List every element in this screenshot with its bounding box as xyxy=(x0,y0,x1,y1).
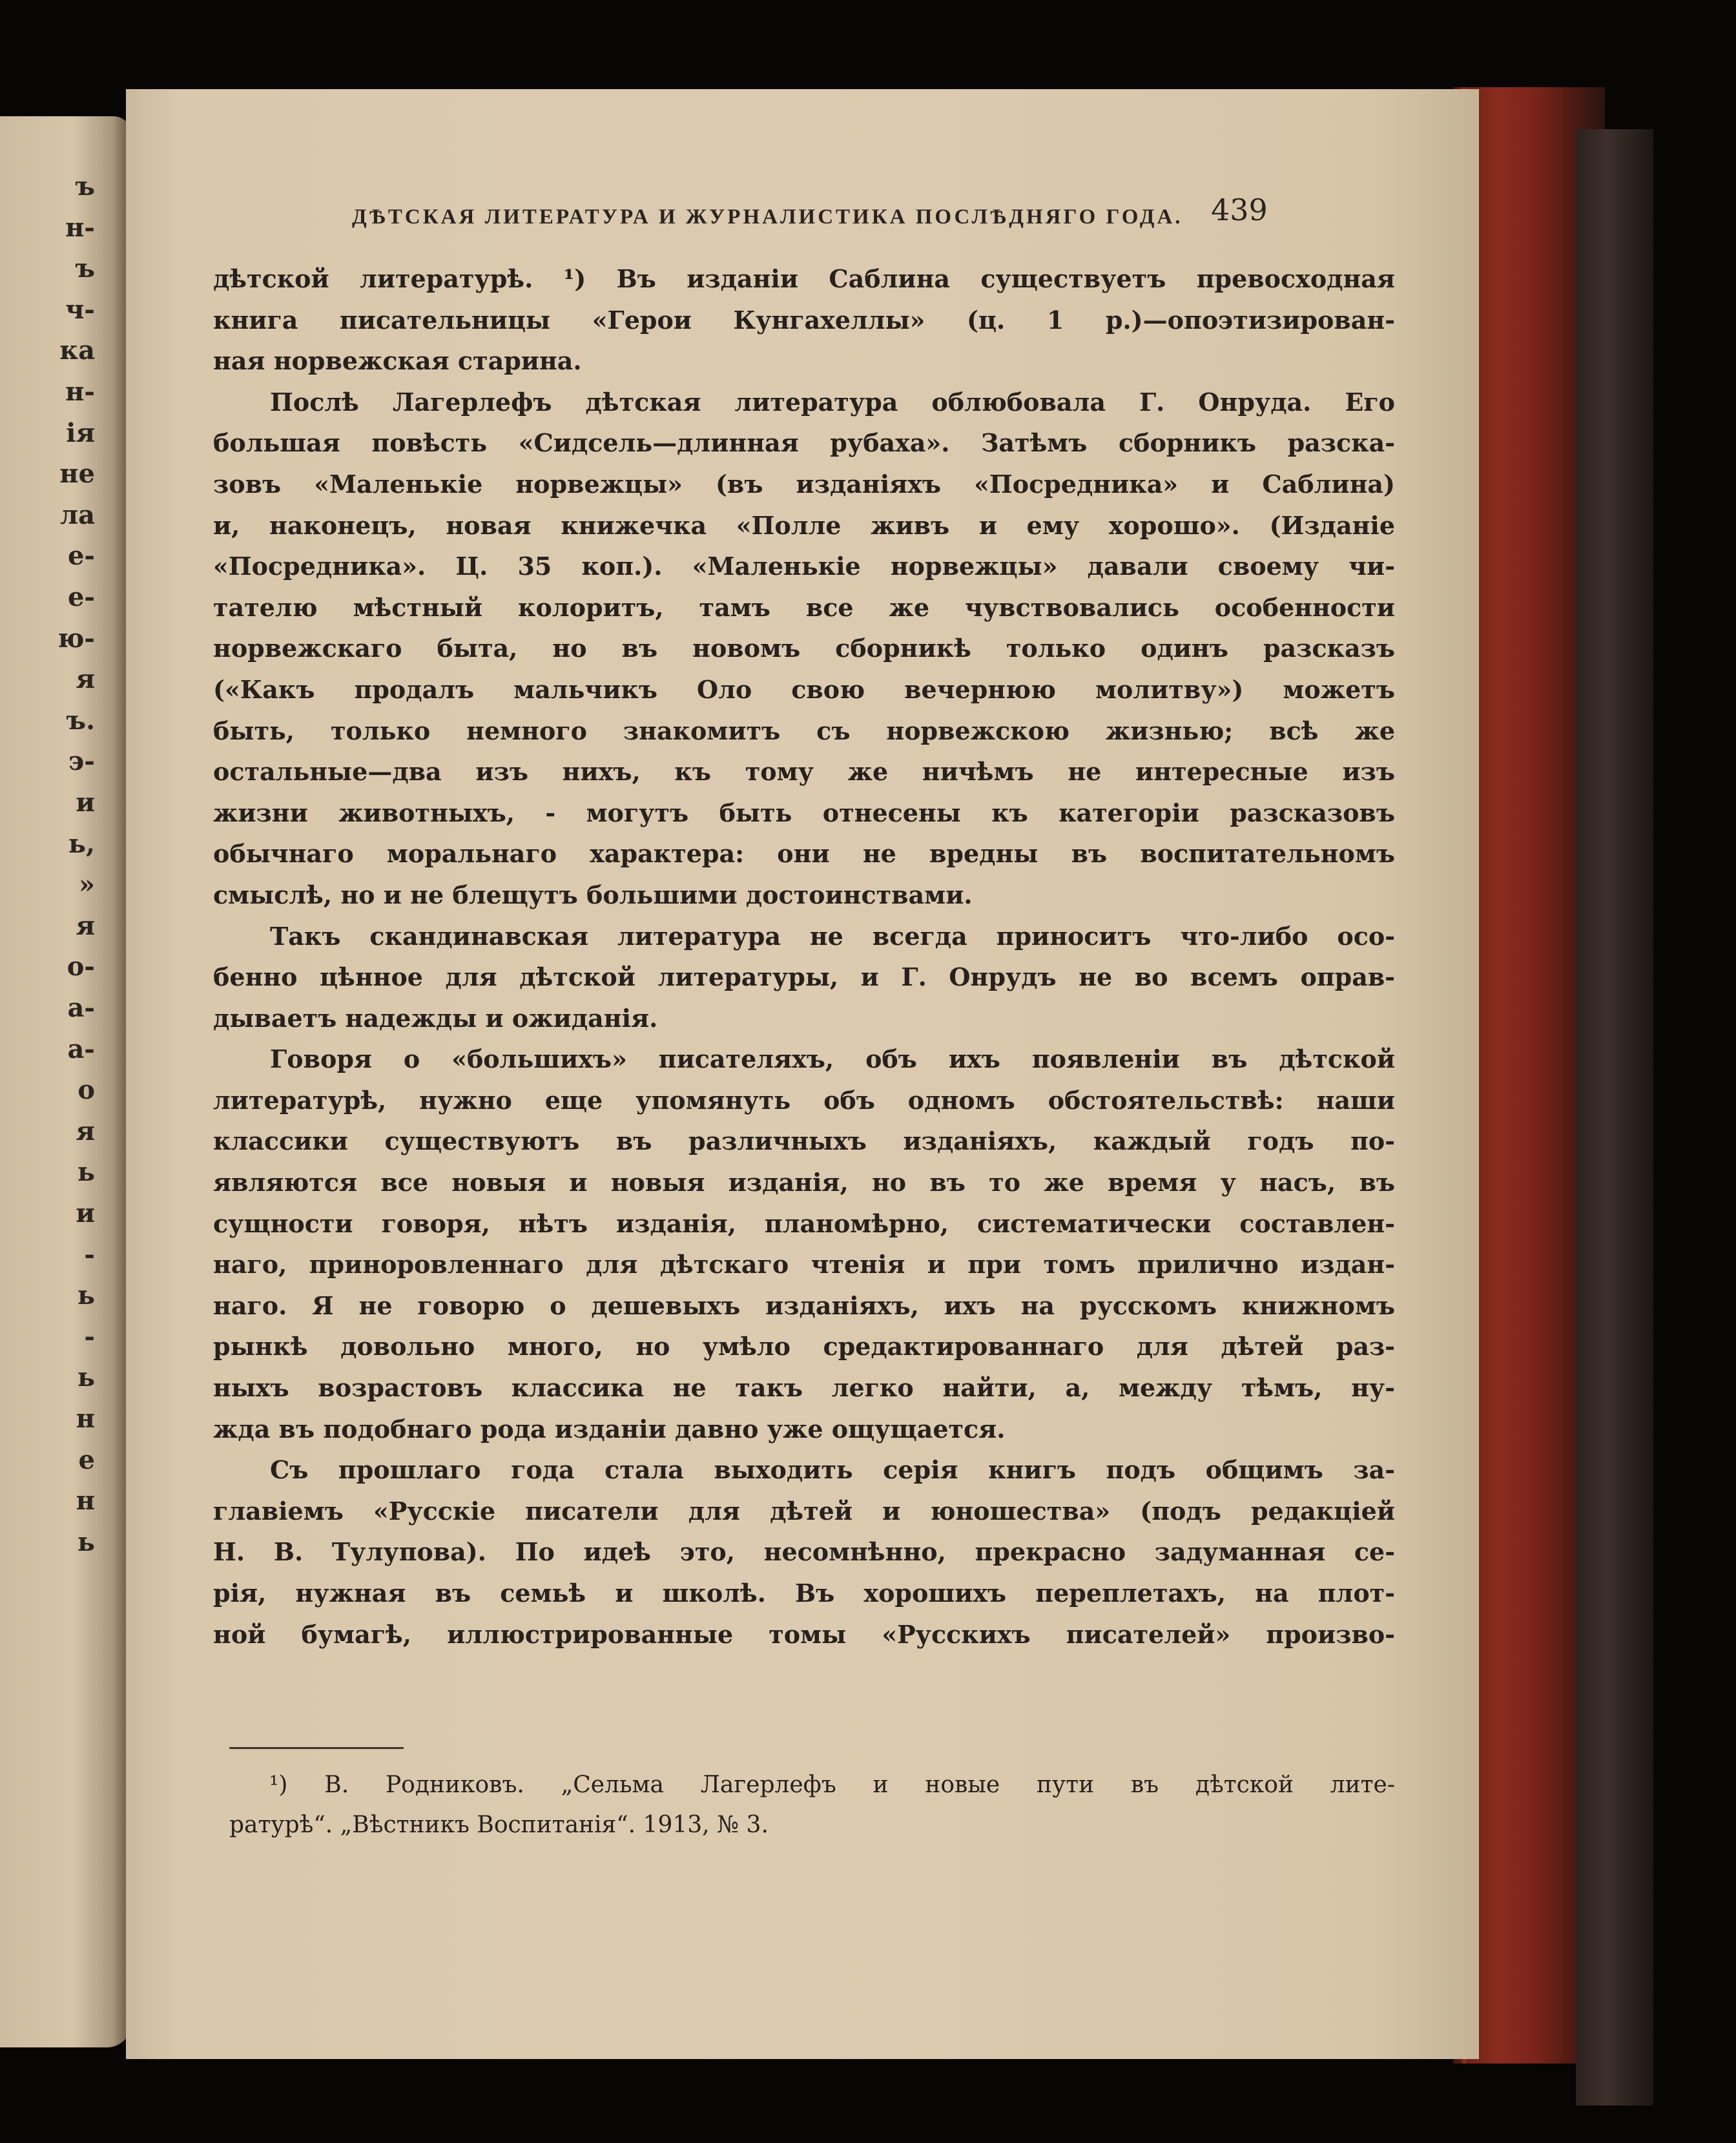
text-line: Послѣ Лагерлефъ дѣтская литература облюбовала Г. Онруда. Его xyxy=(270,387,1395,417)
left-page-line-fragment: о- xyxy=(67,951,95,982)
text-line: наго. Я не говорю о дешевыхъ изданіяхъ, ихъ на русскомъ книжномъ xyxy=(213,1290,1395,1320)
text-line: ная норвежская старина. xyxy=(213,346,582,376)
text-line: сущности говоря, нѣтъ изданія, планомѣрно, систематически составлен- xyxy=(213,1208,1395,1238)
left-page-line-fragment: н xyxy=(76,1486,95,1517)
text-line: ныхъ возрастовъ классика не такъ легко найти, а, между тѣмъ, ну- xyxy=(213,1373,1395,1403)
left-page-line-fragment: ія xyxy=(66,417,95,448)
text-line: норвежскаго быта, но въ новомъ сборникѣ только одинъ разсказъ xyxy=(213,634,1395,663)
footnote-line: ¹) В. Родниковъ. „Сельма Лагерлефъ и новые пути въ дѣтской лите- xyxy=(269,1772,1395,1798)
left-page-line-fragment: ь xyxy=(77,1157,95,1188)
left-page-line-fragment: ь, xyxy=(68,828,95,859)
left-page-line-fragment: е- xyxy=(67,541,95,572)
left-page-line-fragment: - xyxy=(84,1239,95,1270)
left-page-line-fragment: ь xyxy=(77,1280,95,1311)
text-line: классики существуютъ въ различныхъ изданіяхъ, каждый годъ по- xyxy=(213,1126,1395,1156)
left-page-line-fragment: а- xyxy=(67,993,95,1023)
text-line: тателю мѣстный колоритъ, тамъ все же чувствовались особенности xyxy=(213,592,1395,622)
left-page-line-fragment: а- xyxy=(67,1033,95,1064)
text-line: бенно цѣнное для дѣтской литературы, и Г. Онрудъ не во всемъ оправ- xyxy=(213,962,1395,992)
footnote-rule xyxy=(229,1747,404,1749)
text-line: главіемъ «Русскіе писатели для дѣтей и юношества» (подъ редакціей xyxy=(213,1496,1395,1526)
text-line: «Посредника». Ц. 35 коп.). «Маленькіе норвежцы» давали своему чи- xyxy=(213,552,1395,581)
left-page-line-fragment: н xyxy=(76,1403,95,1434)
text-line: и, наконецъ, новая книжечка «Полле живъ и ему хорошо». (Изданіе xyxy=(213,510,1395,540)
text-line: зовъ «Маленькіе норвежцы» (въ изданіяхъ «Посредника» и Саблина) xyxy=(213,469,1395,499)
left-page-line-fragment: не xyxy=(59,459,95,490)
text-line: Говоря о «большихъ» писателяхъ, объ ихъ появленіи въ дѣтской xyxy=(270,1044,1395,1074)
text-line: смыслѣ, но и не блещутъ большими достоинствами. xyxy=(213,880,973,909)
left-page-line-fragment: » xyxy=(79,869,95,900)
text-line: быть, только немного знакомитъ съ норвежскою жизнью; всѣ же xyxy=(213,716,1395,745)
text-line: жда въ подобнаго рода изданіи давно уже ощущается. xyxy=(213,1414,1006,1444)
text-line: книга писательницы «Герои Кунгахеллы» (ц. 1 р.)—опоэтизирован- xyxy=(213,305,1395,335)
left-page-line-fragment: ь xyxy=(77,1362,95,1393)
left-page-line-fragment: ка xyxy=(59,335,95,366)
left-page-line-fragment: ъ xyxy=(75,171,95,202)
left-page-line-fragment: и xyxy=(76,1198,95,1228)
left-page-line-fragment: и xyxy=(76,787,95,818)
text-line: Съ прошлаго года стала выходить серія книгъ подъ общимъ за- xyxy=(270,1455,1395,1485)
left-page-line-fragment: е xyxy=(78,1444,95,1475)
text-line: обычнаго моральнаго характера: они не вредны въ воспитательномъ xyxy=(213,839,1395,869)
left-page-line-fragment: о xyxy=(78,1075,95,1106)
left-page-line-fragment: н- xyxy=(65,377,95,407)
page-header xyxy=(126,192,1479,244)
text-line: наго, приноровленнаго для дѣтскаго чтенія и при томъ прилично издан- xyxy=(213,1250,1395,1279)
text-line: рынкѣ довольно много, но умѣло средактированнаго для дѣтей раз- xyxy=(213,1332,1395,1361)
left-page-line-fragment: ла xyxy=(59,499,95,530)
left-page-line-fragment: ъ xyxy=(75,253,95,284)
text-line: рія, нужная въ семьѣ и школѣ. Въ хорошихъ переплетахъ, на плот- xyxy=(213,1579,1395,1608)
left-page-line-fragment: ъ. xyxy=(66,705,95,736)
left-page-line-fragment: я xyxy=(76,664,95,695)
text-line: дѣтской литературѣ. ¹) Въ изданіи Саблина существуетъ превосходная xyxy=(213,264,1395,293)
text-line: остальные—два изъ нихъ, къ тому же ничѣмъ не интересные изъ xyxy=(213,757,1395,787)
text-line: являются все новыя и новыя изданія, но въ то же время у насъ, въ xyxy=(213,1168,1395,1197)
left-page-line-fragment: - xyxy=(84,1321,95,1352)
body-text xyxy=(213,258,1395,1655)
left-page-line-fragment: э- xyxy=(68,746,95,777)
text-line: большая повѣсть «Сидсель—длинная рубаха». Затѣмъ сборникъ разска- xyxy=(213,428,1395,458)
left-page-line-fragment: н- xyxy=(65,212,95,243)
running-title: ДѢТСКАЯ ЛИТЕРАТУРА И ЖУРНАЛИСТИКА ПОСЛѢДНЯГО ГОДА. xyxy=(352,205,1183,229)
text-line: дываетъ надежды и ожиданія. xyxy=(213,1003,658,1033)
left-page-line-fragment: ю- xyxy=(57,623,95,654)
left-page-line-fragment: е- xyxy=(67,582,95,612)
text-line: литературѣ, нужно еще упомянуть объ одномъ обстоятельствѣ: наши xyxy=(213,1085,1395,1115)
left-page-line-fragment: я xyxy=(76,910,95,941)
book-page xyxy=(126,89,1479,2059)
text-line: («Какъ продалъ мальчикъ Оло свою вечернюю молитву») можетъ xyxy=(213,674,1395,704)
footnote xyxy=(229,1765,1395,1845)
text-line: Такъ скандинавская литература не всегда приноситъ что-либо осо- xyxy=(270,921,1395,951)
text-line: ной бумагѣ, иллюстрированные томы «Русскихъ писателей» произво- xyxy=(213,1619,1395,1649)
footnote-line: ратурѣ“. „Вѣстникъ Воспитанія“. 1913, № 3. xyxy=(229,1812,769,1838)
previous-page-fragment xyxy=(0,116,132,2047)
left-page-line-fragment: ч- xyxy=(65,294,95,325)
page-number: 439 xyxy=(1211,192,1268,227)
text-line: Н. В. Тулупова). По идеѣ это, несомнѣнно, прекрасно задуманная се- xyxy=(213,1537,1395,1567)
left-page-line-fragment: ь xyxy=(77,1526,95,1557)
left-page-line-fragment: я xyxy=(76,1115,95,1146)
book-cover-edge xyxy=(1576,129,1653,2106)
text-line: жизни животныхъ, - могутъ быть отнесены къ категоріи разсказовъ xyxy=(213,798,1395,827)
